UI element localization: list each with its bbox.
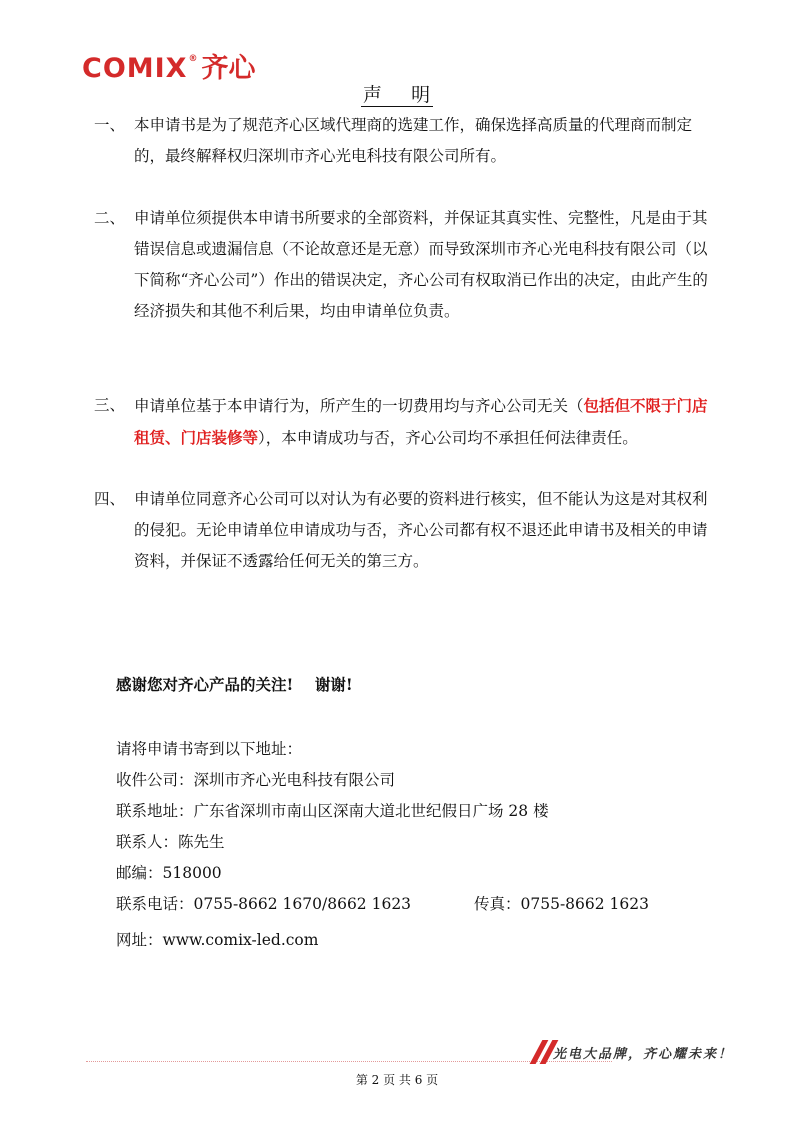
clause-2 [94, 203, 714, 327]
address-company: 收件公司：深圳市齐心光电科技有限公司 [116, 771, 396, 789]
logo-registered-mark: ® [188, 54, 199, 64]
address-postcode: 邮编：518000 [116, 864, 222, 882]
clause-1 [94, 110, 714, 172]
clause-number: 三、 [94, 396, 126, 414]
page-number: 第 2 页 共 6 页 [355, 1073, 439, 1087]
clause-text-after: ），本申请成功与否，齐心公司均不承担任何法律责任。 [258, 429, 638, 447]
footer-slogan: 光电大品牌，齐心耀未来！ [553, 1047, 734, 1062]
logo-chinese: 齐心 [201, 53, 256, 84]
clause-number: 二、 [94, 209, 126, 227]
title-text: 声 明 [362, 84, 432, 106]
logo-wordmark [82, 52, 256, 86]
clause-text: 本申请书是为了规范齐心区域代理商的选建工作，确保选择高质量的代理商而制定的，最终解释权归深圳市齐心光电科技有限公司所有。 [134, 116, 693, 165]
clause-text [134, 390, 714, 454]
clause-text-before: 申请单位基于本申请行为，所产生的一切费用均与齐心公司无关（ [134, 397, 584, 415]
address-website: 网址：www.comix-led.com [116, 931, 319, 949]
thanks-line: 感谢您对齐心产品的关注! 谢谢! [116, 675, 353, 694]
clause-text: 申请单位同意齐心公司可以对认为有必要的资料进行核实，但不能认为这是对其权利的侵犯。无论申请单位申请成功与否，齐心公司都有权不退还此申请书及相关的申请资料，并保证不透露给任何无关的第三方。 [134, 490, 708, 570]
address-intro: 请将申请书寄到以下地址： [116, 740, 303, 758]
clause-4 [94, 484, 714, 577]
address-contact: 联系人：陈先生 [116, 833, 225, 851]
address-location: 联系地址：广东省深圳市南山区深南大道北世纪假日广场 28 楼 [116, 802, 549, 820]
page-title [0, 82, 794, 108]
address-phone: 联系电话：0755-8662 1670/8662 1623 [116, 895, 412, 913]
clause-3 [94, 390, 714, 454]
logo-latin: COMIX [82, 53, 188, 84]
clause-text: 申请单位须提供本申请书所要求的全部资料，并保证其真实性、完整性，凡是由于其错误信息或遗漏信息（不论故意还是无意）而导致深圳市齐心光电科技有限公司（以下简称“齐心公司”）作出的错误决定，齐心公司有权取消已作出的决定，由此产生的经济损失和其他不利后果，均由申请单位负责。 [134, 209, 708, 320]
clause-number: 一、 [94, 116, 126, 134]
address-fax: 传真：0755-8662 1623 [474, 895, 650, 913]
clause-text-highlight: 包括但不限于门店租赁、门店装修等 [134, 396, 708, 447]
clause-number: 四、 [94, 490, 126, 508]
